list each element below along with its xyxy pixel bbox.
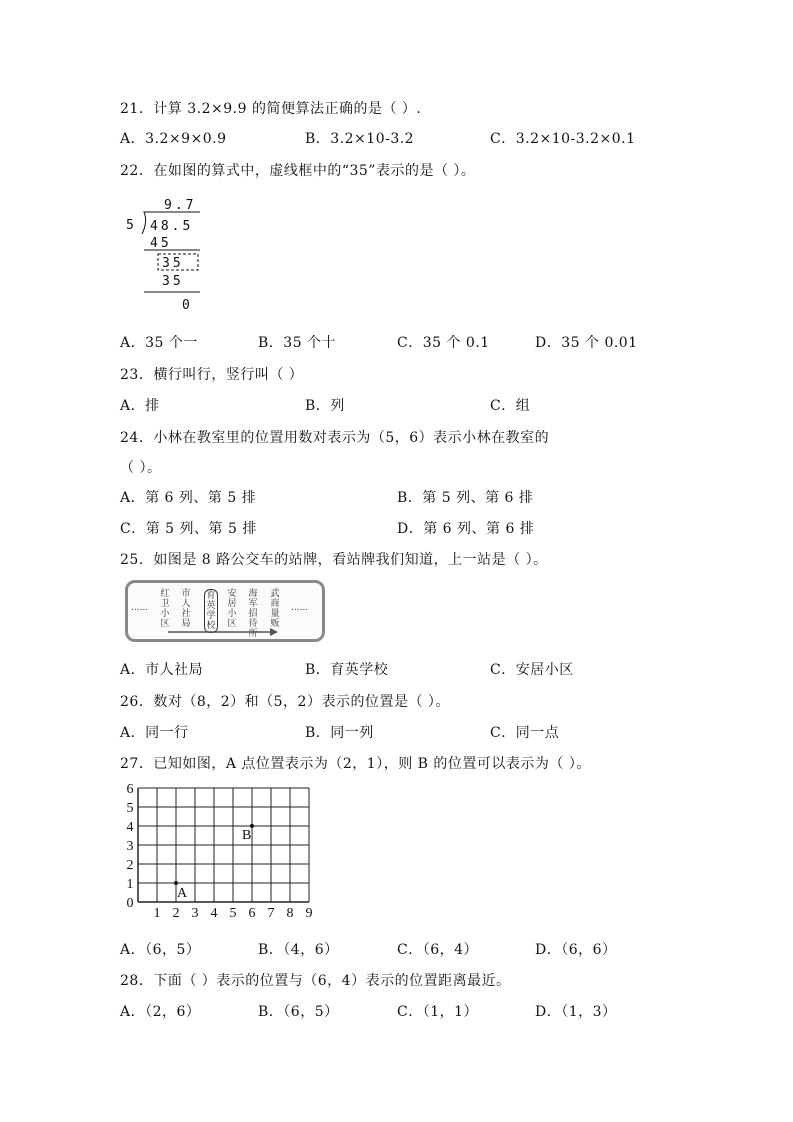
division-step3: 35 — [162, 274, 184, 289]
sign-dots-right: ...... — [291, 603, 309, 613]
division-dividend: 48.5 — [150, 219, 194, 234]
point-label-b: B — [242, 828, 252, 843]
division-step2: 35 — [162, 256, 184, 271]
q25-option-b[interactable]: B．育英学校 — [305, 662, 389, 678]
y-tick-6: 6 — [126, 782, 134, 797]
q24-option-b[interactable]: B．第 5 列、第 6 排 — [397, 490, 534, 506]
x-tick-6: 6 — [248, 906, 256, 921]
q28-option-d[interactable]: D．（1，3） — [535, 1004, 617, 1020]
q28-option-c[interactable]: C．（1，1） — [397, 1004, 479, 1020]
q24-option-d[interactable]: D．第 6 列、第 6 排 — [397, 521, 535, 537]
division-quotient: 9.7 — [164, 198, 197, 213]
bus-stop-sign — [125, 580, 325, 642]
x-tick-2: 2 — [172, 906, 180, 921]
stop-0: 红卫小区 — [160, 589, 170, 629]
q28-option-b[interactable]: B．（6，5） — [258, 1004, 339, 1020]
q27-option-b[interactable]: B．（4，6） — [258, 942, 339, 958]
stop-1: 市人社局 — [181, 589, 191, 629]
q26-option-c[interactable]: C．同一点 — [490, 725, 560, 741]
question-28-stem: 28．下面（ ）表示的位置与（6，4）表示的位置距离最近。 — [120, 973, 511, 989]
x-tick-3: 3 — [191, 906, 199, 921]
x-tick-4: 4 — [210, 906, 218, 921]
q22-option-a[interactable]: A．35 个一 — [120, 335, 198, 351]
q27-option-d[interactable]: D．（6，6） — [535, 942, 617, 958]
q21-option-c[interactable]: C．3.2×10-3.2×0.1 — [490, 131, 636, 147]
direction-arrow-icon — [168, 628, 278, 636]
question-24-stem-cont: （ ）。 — [120, 460, 162, 476]
q27-option-c[interactable]: C．（6，4） — [397, 942, 479, 958]
q23-option-a[interactable]: A．排 — [120, 398, 160, 414]
point-label-a: A — [177, 886, 188, 901]
long-division-figure — [118, 192, 208, 317]
division-remainder: 0 — [182, 298, 190, 313]
q21-option-b[interactable]: B．3.2×10-3.2 — [305, 131, 415, 147]
q25-option-a[interactable]: A．市人社局 — [120, 662, 204, 678]
x-tick-8: 8 — [286, 906, 294, 921]
x-tick-1: 1 — [153, 906, 161, 921]
stop-4: 海军招待所 — [248, 589, 258, 639]
y-tick-0: 0 — [126, 896, 134, 911]
x-tick-9: 9 — [305, 906, 313, 921]
question-24-stem: 24．小林在教室里的位置用数对表示为（5，6）表示小林在教室的 — [120, 430, 550, 446]
question-23-stem: 23．横行叫行，竖行叫（ ） — [120, 367, 304, 383]
q25-option-c[interactable]: C．安居小区 — [490, 662, 574, 678]
q26-option-b[interactable]: B．同一列 — [305, 725, 374, 741]
stop-5: 武商量贩 — [270, 589, 280, 629]
question-27-stem: 27．已知如图，A 点位置表示为（2，1），则 B 的位置可以表示为（ ）。 — [120, 756, 591, 772]
q21-option-a[interactable]: A．3.2×9×0.9 — [120, 131, 227, 147]
x-tick-5: 5 — [229, 906, 237, 921]
q26-option-a[interactable]: A．同一行 — [120, 725, 189, 741]
stop-2-current: 育英学校 — [204, 589, 218, 633]
q28-option-a[interactable]: A．（2，6） — [120, 1004, 201, 1020]
y-tick-3: 3 — [126, 839, 134, 854]
point-a — [174, 881, 178, 885]
x-tick-7: 7 — [267, 906, 275, 921]
q23-option-c[interactable]: C．组 — [490, 398, 531, 414]
q23-option-b[interactable]: B．列 — [305, 398, 345, 414]
y-tick-2: 2 — [126, 858, 134, 873]
q27-option-a[interactable]: A．（6，5） — [120, 942, 201, 958]
stop-3: 安居小区 — [227, 589, 237, 629]
coordinate-grid — [118, 782, 318, 922]
q22-option-d[interactable]: D．35 个 0.01 — [535, 335, 638, 351]
q24-option-c[interactable]: C．第 5 列、第 5 排 — [120, 521, 257, 537]
question-26-stem: 26．数对（8，2）和（5，2）表示的位置是（ ）。 — [120, 694, 450, 710]
q22-option-c[interactable]: C．35 个 0.1 — [397, 335, 490, 351]
question-21-stem: 21．计算 3.2×9.9 的简便算法正确的是（ ）. — [120, 101, 422, 117]
division-divisor: 5 — [126, 218, 134, 233]
q24-option-a[interactable]: A．第 6 列、第 5 排 — [120, 490, 257, 506]
division-step1: 45 — [150, 236, 172, 251]
y-tick-4: 4 — [126, 820, 134, 835]
y-tick-5: 5 — [126, 801, 134, 816]
sign-dots-left: ...... — [131, 603, 149, 613]
q22-option-b[interactable]: B．35 个十 — [258, 335, 337, 351]
question-22-stem: 22．在如图的算式中，虚线框中的“35”表示的是（ ）。 — [120, 163, 476, 179]
question-25-stem: 25．如图是 8 路公交车的站牌，看站牌我们知道，上一站是（ ）。 — [120, 552, 548, 568]
y-tick-1: 1 — [126, 877, 134, 892]
